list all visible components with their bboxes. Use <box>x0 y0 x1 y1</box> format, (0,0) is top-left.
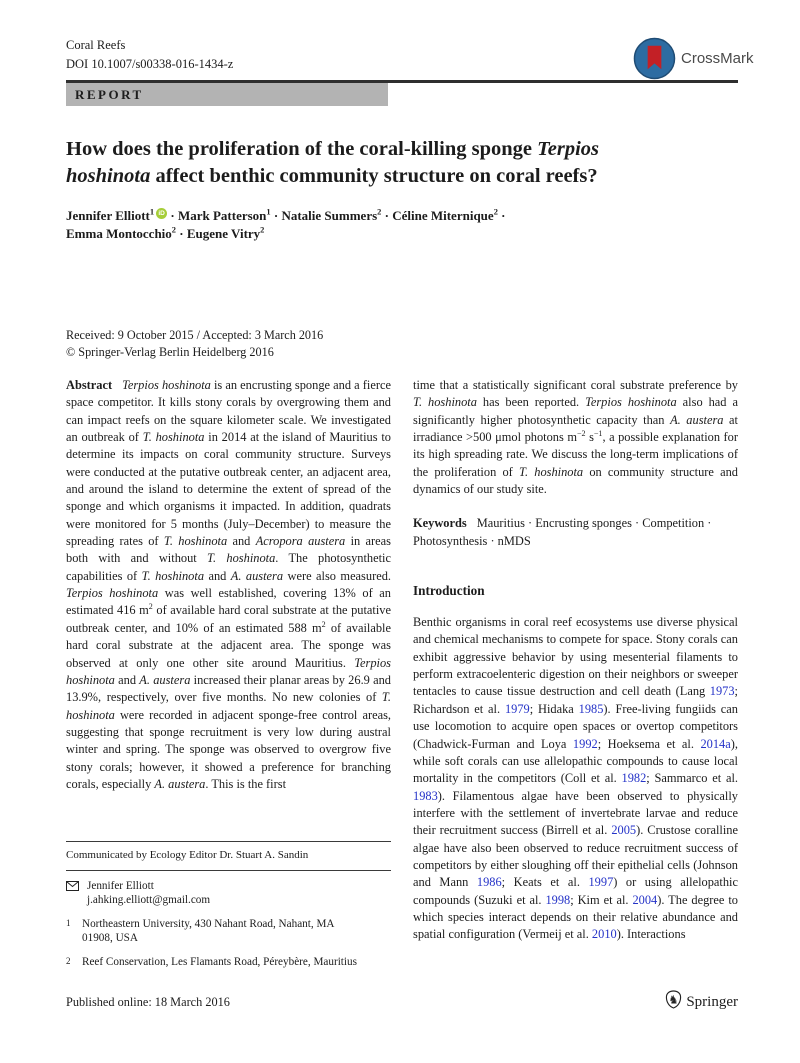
springer-horse-icon <box>665 990 682 1014</box>
springer-logo <box>665 990 738 1014</box>
right-column <box>413 377 738 969</box>
orcid-icon: iD <box>156 208 167 219</box>
affiliation-1 <box>66 917 391 946</box>
citation-link[interactable]: 1982 <box>621 771 647 786</box>
citation-link[interactable]: 2004 <box>632 892 658 907</box>
abstract-paragraph <box>66 377 391 793</box>
affiliation-1-text: Northeastern University, 430 Nahant Road, Nahant, MA 01908, USA <box>82 917 334 944</box>
published-online: Published online: 18 March 2016 <box>66 994 230 1009</box>
envelope-icon <box>66 879 79 908</box>
keywords-text: Mauritius · Encrusting sponges · Competition · Photosynthesis · nMDS <box>413 516 712 548</box>
two-column-body <box>66 377 738 969</box>
citation-link[interactable]: 1997 <box>588 875 614 890</box>
citation-link[interactable]: 1985 <box>578 701 604 716</box>
abstract-text-left: Terpios hoshinota is an encrusting sponge and a fierce space competitor. It kills stony corals by overgrowing them and can impact reefs on the square kilometer scale. We investigated an outbreak of T. hoshinota in 2014 at the island of Mauritius to determine its impacts on coral community structure. Surveys were conducted at the putative outbreak center, an adjacent area, and around the island to determine the extent of spread of the sponge and which organisms it impacted. In addition, quadrats were monitored for 5 months (July–December) to measure the spreading rates of T. hoshinota and Acropora austera in areas both with and without T. hoshinota. The photosynthetic capabilities of T. hoshinota and A. austera were also measured. Terpios hoshinota was well established, covering 13% of an estimated 416 $m^2$ of available hard coral substrate at the putative outbreak center, and 10% of an estimated 588 $m^2$ of available hard coral substrate at the adjacent area. The sponge was observed at only one other site around Mauritius. Terpios hoshinota and A. austera increased their planar areas by 26.9 and 13.9%, respectively, over five months. No new colonies of T. hoshinota were recorded in adjacent sponge-free control areas, suggesting that sponge recruitment is very low during austral winter and spring. The sponge was observed to overgrow five stony corals; however, it showed a preference for branching corals, especially A. austera. This is the first <box>66 378 392 791</box>
abstract-label: Abstract <box>66 378 113 392</box>
citation-link[interactable]: 1992 <box>572 736 598 751</box>
communicated-by: Communicated by Ecology Editor Dr. Stuart A. Sandin <box>66 849 309 861</box>
abstract-continuation: time that a statistically significant coral substrate preference by T. hoshinota has been reported. Terpios hoshinota also had a significantly higher photosynthetic capacity than A. austera at irradiance >500 μmol photons $m^{-2}$ $s^{-1}$, a possible explanation for its high spreading rate. We discuss the long-term implications of the proliferation of T. hoshinota on community structure and dynamics of our study site. <box>413 378 739 497</box>
report-label: REPORT <box>75 86 144 102</box>
citation-link[interactable]: 2014a <box>700 736 731 751</box>
citation-link[interactable]: 1973 <box>709 684 735 699</box>
crossmark-icon <box>633 37 676 80</box>
crossmark-label: CrossMark <box>681 50 754 67</box>
footnote-block <box>66 841 391 969</box>
journal-header <box>66 36 233 74</box>
dates-block <box>66 327 323 360</box>
author-list: Jennifer Elliott$^1$ iD · Mark Patterson$^1$ · Natalie Summers$^2$ · Céline Miternique$^2$ · Emma Montocchio$^2$ · Eugene Vitry$^2$ <box>66 206 506 241</box>
affiliation-2-text: Reef Conservation, Les Flamants Road, Péreybère, Mauritius <box>82 955 357 968</box>
doi-line: DOI 10.1007/s00338-016-1434-z <box>66 57 234 71</box>
springer-label: Springer <box>686 993 738 1010</box>
received-accepted-line: Received: 9 October 2015 / Accepted: 3 March 2016 <box>66 328 324 342</box>
footnote-rule-bottom <box>66 870 391 871</box>
keywords-paragraph <box>413 515 738 550</box>
paper-title: How does the proliferation of the coral-killing sponge Terpios hoshinota affect benthic community structure on coral reefs? <box>66 138 600 187</box>
corresponding-author-email[interactable]: j.ahking.elliott@gmail.com <box>87 894 211 906</box>
citation-link[interactable]: 2005 <box>611 823 637 838</box>
svg-text:♞: ♞ <box>668 994 679 1007</box>
keywords-label: Keywords <box>413 516 467 531</box>
page-footer <box>66 990 738 1014</box>
report-banner <box>66 83 388 106</box>
citation-link[interactable]: 1986 <box>476 875 502 890</box>
introduction-paragraph: Benthic organisms in coral reef ecosystems use diverse physical and chemical mechanisms to compete for space. Stony corals can exhibit aggressive behavior by using mesenterial filaments to perform extracoelenteric digestion on their neighbors or sweeper tentacles to cause tissue destruction and cell death (Lang 1973; Richardson et al. 1979; Hidaka 1985). Free-living fungiids can use locomotion to acquire open spaces or overtop competitors (Chadwick-Furman and Loya 1992; Hoeksema et al. 2014a), while soft corals can use allelopathic compounds to cause local mortality in the competitors (Coll et al. 1982; Sammarco et al. 1983). Filamentous algae have been observed to physically interfere with the settlement of invertebrate larvae and reduce their recruitment success (Birrell et al. 2005). Crustose coralline algae have also been observed to reduce recruitment success of competitors by either sloughing off their epithelial cells (Johnson and Mann 1986; Keats et al. 1997) or using allelopathic compounds (Suzuki et al. 1998; Kim et al. 2004). The degree to which species interact depends on their relative abundance and spatial configuration (Vermeij et al. 2010). Interactions <box>413 615 739 942</box>
citation-link[interactable]: 1998 <box>545 892 571 907</box>
citation-link[interactable]: 1979 <box>504 701 530 716</box>
footnote-rule-top <box>66 841 391 842</box>
citation-link[interactable]: 1983 <box>413 788 438 803</box>
introduction-heading: Introduction <box>413 583 485 599</box>
affiliation-2-number: 2 <box>66 955 71 966</box>
journal-name: Coral Reefs <box>66 38 126 52</box>
left-column <box>66 377 391 969</box>
corresponding-author-name: Jennifer Elliott <box>87 879 154 892</box>
affiliation-2 <box>66 955 391 970</box>
crossmark-badge[interactable] <box>633 37 754 80</box>
correspondence-block <box>66 879 391 908</box>
citation-link[interactable]: 2010 <box>591 927 617 942</box>
affiliation-1-number: 1 <box>66 917 71 928</box>
copyright-line: © Springer-Verlag Berlin Heidelberg 2016 <box>66 344 274 359</box>
